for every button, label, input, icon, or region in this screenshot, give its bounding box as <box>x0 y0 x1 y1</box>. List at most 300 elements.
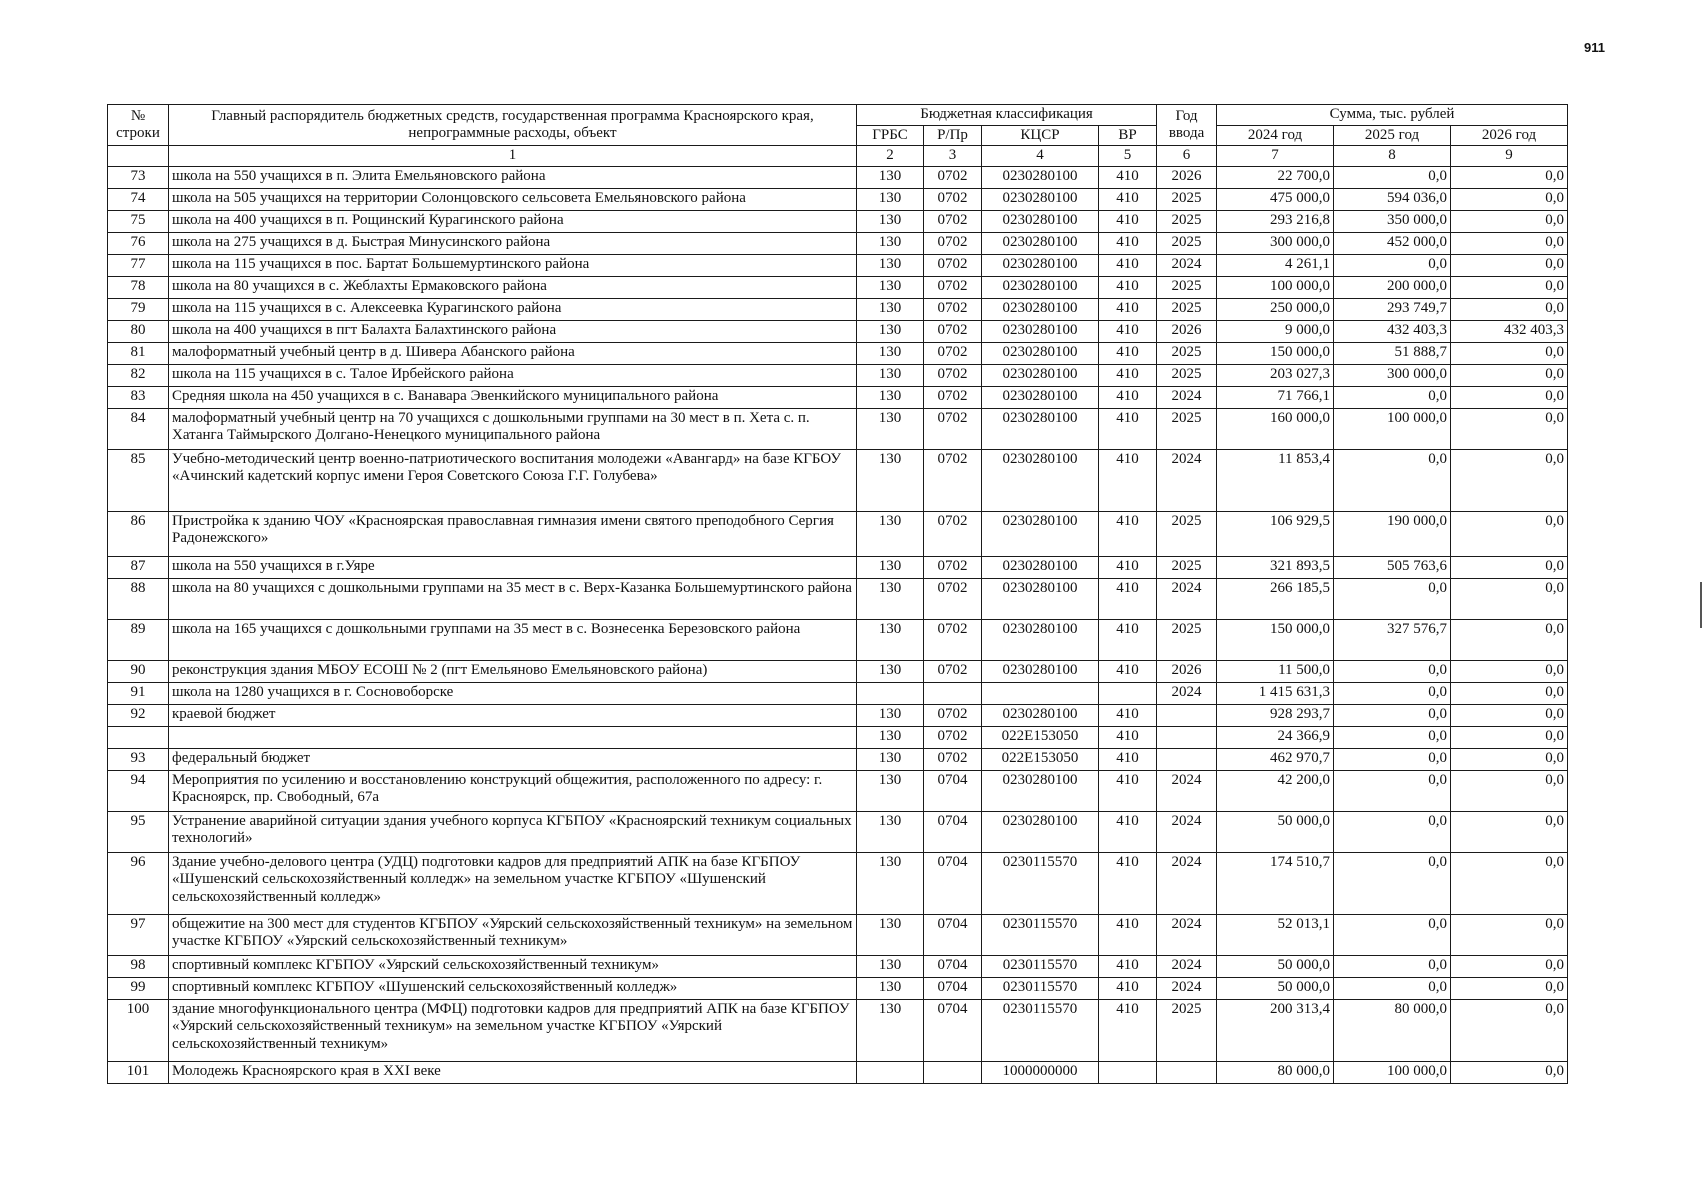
rpr-cell: 0702 <box>924 511 982 556</box>
object-name-cell: здание многофункционального центра (МФЦ) подготовки кадров для предприятий АПК на базе КГБПОУ «Уярский сельскохозяйственный техникум» на земельном участке КГБПОУ «Уярский сельскохозяйственный техникум» <box>169 999 857 1061</box>
year-cell: 2024 <box>1157 811 1217 852</box>
sum-2025-cell: 300 000,0 <box>1334 364 1451 386</box>
sum-2025-cell: 0,0 <box>1334 977 1451 999</box>
rpr-cell: 0702 <box>924 408 982 449</box>
sum-2025-cell: 505 763,6 <box>1334 556 1451 578</box>
grbs-cell: 130 <box>857 748 924 770</box>
kcsr-cell: 0230280100 <box>982 408 1099 449</box>
rpr-cell: 0702 <box>924 578 982 619</box>
grbs-cell: 130 <box>857 619 924 660</box>
grbs-cell: 130 <box>857 408 924 449</box>
kcsr-cell: 0230280100 <box>982 449 1099 511</box>
scan-edge-mark <box>1700 582 1702 628</box>
rpr-cell: 0702 <box>924 320 982 342</box>
rpr-cell: 0704 <box>924 914 982 955</box>
vr-cell <box>1099 1061 1157 1083</box>
sum-2026-cell: 0,0 <box>1451 364 1568 386</box>
object-name-cell: школа на 400 учащихся в п. Рощинский Курагинского района <box>169 210 857 232</box>
page-number: 911 <box>1584 40 1605 55</box>
table-header <box>108 105 1568 167</box>
rpr-cell: 0704 <box>924 811 982 852</box>
sum-2026-cell: 0,0 <box>1451 232 1568 254</box>
header-2024: 2024 год <box>1217 125 1334 146</box>
sum-2025-cell: 452 000,0 <box>1334 232 1451 254</box>
header-main-title: Главный распорядитель бюджетных средств, государственная программа Красноярского края, непрограммные расходы, объект <box>169 105 857 146</box>
object-name-cell <box>169 726 857 748</box>
sum-2025-cell: 0,0 <box>1334 852 1451 914</box>
vr-cell: 410 <box>1099 556 1157 578</box>
kcsr-cell: 0230280100 <box>982 770 1099 811</box>
sum-2026-cell: 0,0 <box>1451 770 1568 811</box>
row-number-cell: 97 <box>108 914 169 955</box>
sum-2026-cell: 0,0 <box>1451 619 1568 660</box>
grbs-cell: 130 <box>857 298 924 320</box>
year-cell: 2025 <box>1157 298 1217 320</box>
grbs-cell: 130 <box>857 726 924 748</box>
object-name-cell: школа на 550 учащихся в п. Элита Емельяновского района <box>169 166 857 188</box>
kcsr-cell: 0230280100 <box>982 704 1099 726</box>
grbs-cell: 130 <box>857 556 924 578</box>
object-name-cell: школа на 400 учащихся в пгт Балахта Балахтинского района <box>169 320 857 342</box>
sum-2024-cell: 174 510,7 <box>1217 852 1334 914</box>
grbs-cell: 130 <box>857 511 924 556</box>
grbs-cell <box>857 1061 924 1083</box>
sum-2024-cell: 266 185,5 <box>1217 578 1334 619</box>
year-cell <box>1157 704 1217 726</box>
object-name-cell: школа на 275 учащихся в д. Быстрая Минусинского района <box>169 232 857 254</box>
sum-2026-cell: 0,0 <box>1451 811 1568 852</box>
row-number-cell: 88 <box>108 578 169 619</box>
grbs-cell: 130 <box>857 578 924 619</box>
sum-2026-cell: 0,0 <box>1451 748 1568 770</box>
vr-cell: 410 <box>1099 748 1157 770</box>
kcsr-cell: 0230280100 <box>982 166 1099 188</box>
sum-2025-cell: 190 000,0 <box>1334 511 1451 556</box>
table-row <box>108 511 1568 556</box>
table-row <box>108 955 1568 977</box>
year-cell: 2025 <box>1157 210 1217 232</box>
sum-2026-cell: 0,0 <box>1451 1061 1568 1083</box>
table-row <box>108 320 1568 342</box>
sum-2024-cell: 1 415 631,3 <box>1217 682 1334 704</box>
kcsr-cell: 0230280100 <box>982 276 1099 298</box>
grbs-cell: 130 <box>857 977 924 999</box>
row-number-cell: 92 <box>108 704 169 726</box>
sum-2026-cell: 0,0 <box>1451 166 1568 188</box>
row-number-cell: 79 <box>108 298 169 320</box>
sum-2024-cell: 150 000,0 <box>1217 342 1334 364</box>
year-cell: 2025 <box>1157 364 1217 386</box>
row-number-cell: 95 <box>108 811 169 852</box>
sum-2025-cell: 0,0 <box>1334 811 1451 852</box>
row-number-cell: 73 <box>108 166 169 188</box>
grbs-cell: 130 <box>857 914 924 955</box>
table-row <box>108 1061 1568 1083</box>
year-cell <box>1157 726 1217 748</box>
sum-2026-cell: 0,0 <box>1451 298 1568 320</box>
vr-cell: 410 <box>1099 704 1157 726</box>
vr-cell: 410 <box>1099 210 1157 232</box>
header-2026: 2026 год <box>1451 125 1568 146</box>
object-name-cell: федеральный бюджет <box>169 748 857 770</box>
table-row <box>108 342 1568 364</box>
vr-cell: 410 <box>1099 386 1157 408</box>
vr-cell: 410 <box>1099 999 1157 1061</box>
table-row <box>108 999 1568 1061</box>
sum-2024-cell: 24 366,9 <box>1217 726 1334 748</box>
year-cell: 2025 <box>1157 619 1217 660</box>
sum-2025-cell: 100 000,0 <box>1334 1061 1451 1083</box>
grbs-cell: 130 <box>857 232 924 254</box>
kcsr-cell: 022E153050 <box>982 726 1099 748</box>
sum-2026-cell: 0,0 <box>1451 704 1568 726</box>
object-name-cell: малоформатный учебный центр в д. Шивера Абанского района <box>169 342 857 364</box>
table-row <box>108 977 1568 999</box>
sum-2026-cell: 0,0 <box>1451 660 1568 682</box>
table-row <box>108 386 1568 408</box>
row-number-cell: 75 <box>108 210 169 232</box>
sum-2026-cell: 0,0 <box>1451 955 1568 977</box>
sum-2026-cell: 0,0 <box>1451 511 1568 556</box>
row-number-cell: 86 <box>108 511 169 556</box>
sum-2025-cell: 350 000,0 <box>1334 210 1451 232</box>
kcsr-cell: 0230280100 <box>982 364 1099 386</box>
year-cell: 2024 <box>1157 578 1217 619</box>
sum-2025-cell: 594 036,0 <box>1334 188 1451 210</box>
column-number-cell: 6 <box>1157 146 1217 167</box>
sum-2025-cell: 0,0 <box>1334 166 1451 188</box>
sum-2026-cell: 0,0 <box>1451 977 1568 999</box>
object-name-cell: Пристройка к зданию ЧОУ «Красноярская православная гимназия имени святого преподобного Сергия Радонежского» <box>169 511 857 556</box>
kcsr-cell: 0230280100 <box>982 619 1099 660</box>
rpr-cell <box>924 1061 982 1083</box>
row-number-cell: 80 <box>108 320 169 342</box>
rpr-cell: 0704 <box>924 955 982 977</box>
rpr-cell: 0702 <box>924 660 982 682</box>
vr-cell: 410 <box>1099 166 1157 188</box>
rpr-cell: 0702 <box>924 188 982 210</box>
object-name-cell: школа на 1280 учащихся в г. Сосновоборске <box>169 682 857 704</box>
row-number-cell: 94 <box>108 770 169 811</box>
vr-cell: 410 <box>1099 955 1157 977</box>
sum-2025-cell: 0,0 <box>1334 748 1451 770</box>
sum-2025-cell: 0,0 <box>1334 704 1451 726</box>
kcsr-cell: 022E153050 <box>982 748 1099 770</box>
column-number-cell: 7 <box>1217 146 1334 167</box>
table-row <box>108 276 1568 298</box>
kcsr-cell: 0230280100 <box>982 232 1099 254</box>
header-2025: 2025 год <box>1334 125 1451 146</box>
object-name-cell: Молодежь Красноярского края в XXI веке <box>169 1061 857 1083</box>
sum-2026-cell: 0,0 <box>1451 276 1568 298</box>
table-row <box>108 166 1568 188</box>
object-name-cell: малоформатный учебный центр на 70 учащихся с дошкольными группами на 30 мест в п. Хета с. п. Хатанга Таймырского Долгано-Ненецкого муниципального района <box>169 408 857 449</box>
kcsr-cell: 0230280100 <box>982 556 1099 578</box>
row-number-cell: 91 <box>108 682 169 704</box>
sum-2026-cell: 0,0 <box>1451 556 1568 578</box>
sum-2024-cell: 106 929,5 <box>1217 511 1334 556</box>
row-number-cell: 76 <box>108 232 169 254</box>
column-number-cell: 3 <box>924 146 982 167</box>
sum-2026-cell: 0,0 <box>1451 726 1568 748</box>
sum-2025-cell: 432 403,3 <box>1334 320 1451 342</box>
sum-2026-cell: 432 403,3 <box>1451 320 1568 342</box>
rpr-cell: 0702 <box>924 210 982 232</box>
row-number-cell: 82 <box>108 364 169 386</box>
row-number-cell: 77 <box>108 254 169 276</box>
row-number-cell: 93 <box>108 748 169 770</box>
object-name-cell: школа на 550 учащихся в г.Уяре <box>169 556 857 578</box>
sum-2024-cell: 52 013,1 <box>1217 914 1334 955</box>
row-number-cell: 81 <box>108 342 169 364</box>
year-cell: 2025 <box>1157 999 1217 1061</box>
object-name-cell: школа на 80 учащихся с дошкольными группами на 35 мест в с. Верх-Казанка Большемуртинского района <box>169 578 857 619</box>
sum-2025-cell: 51 888,7 <box>1334 342 1451 364</box>
vr-cell: 410 <box>1099 342 1157 364</box>
sum-2026-cell: 0,0 <box>1451 578 1568 619</box>
grbs-cell: 130 <box>857 188 924 210</box>
table-row <box>108 298 1568 320</box>
year-cell <box>1157 748 1217 770</box>
grbs-cell: 130 <box>857 852 924 914</box>
row-number-cell: 78 <box>108 276 169 298</box>
sum-2025-cell: 0,0 <box>1334 660 1451 682</box>
column-number-cell <box>108 146 169 167</box>
row-number-cell: 84 <box>108 408 169 449</box>
vr-cell: 410 <box>1099 320 1157 342</box>
kcsr-cell: 0230280100 <box>982 188 1099 210</box>
sum-2025-cell: 80 000,0 <box>1334 999 1451 1061</box>
column-number-cell: 5 <box>1099 146 1157 167</box>
rpr-cell: 0704 <box>924 999 982 1061</box>
vr-cell: 410 <box>1099 276 1157 298</box>
row-number-cell: 87 <box>108 556 169 578</box>
table-row <box>108 726 1568 748</box>
kcsr-cell <box>982 682 1099 704</box>
rpr-cell: 0702 <box>924 704 982 726</box>
year-cell: 2026 <box>1157 320 1217 342</box>
row-number-cell: 101 <box>108 1061 169 1083</box>
vr-cell: 410 <box>1099 619 1157 660</box>
column-number-cell: 2 <box>857 146 924 167</box>
table-row <box>108 852 1568 914</box>
object-name-cell: спортивный комплекс КГБПОУ «Уярский сельскохозяйственный техникум» <box>169 955 857 977</box>
vr-cell: 410 <box>1099 298 1157 320</box>
row-number-cell: 85 <box>108 449 169 511</box>
sum-2025-cell: 293 749,7 <box>1334 298 1451 320</box>
sum-2024-cell: 50 000,0 <box>1217 811 1334 852</box>
header-row-number: № строки <box>108 105 169 146</box>
kcsr-cell: 0230115570 <box>982 999 1099 1061</box>
sum-2024-cell: 200 313,4 <box>1217 999 1334 1061</box>
header-grbs: ГРБС <box>857 125 924 146</box>
vr-cell: 410 <box>1099 977 1157 999</box>
rpr-cell: 0702 <box>924 386 982 408</box>
sum-2026-cell: 0,0 <box>1451 210 1568 232</box>
year-cell: 2024 <box>1157 852 1217 914</box>
rpr-cell: 0702 <box>924 254 982 276</box>
grbs-cell: 130 <box>857 449 924 511</box>
kcsr-cell: 0230280100 <box>982 578 1099 619</box>
row-number-cell: 83 <box>108 386 169 408</box>
year-cell: 2025 <box>1157 188 1217 210</box>
column-number-cell: 9 <box>1451 146 1568 167</box>
table-row <box>108 254 1568 276</box>
table-row <box>108 556 1568 578</box>
sum-2024-cell: 203 027,3 <box>1217 364 1334 386</box>
sum-2025-cell: 0,0 <box>1334 914 1451 955</box>
object-name-cell: школа на 115 учащихся в с. Алексеевка Курагинского района <box>169 298 857 320</box>
object-name-cell: Здание учебно-делового центра (УДЦ) подготовки кадров для предприятий АПК на базе КГБПОУ «Шушенский сельскохозяйственный колледж» на земельном участке КГБПОУ «Шушенский сельскохозяйственный колледж» <box>169 852 857 914</box>
row-number-cell <box>108 726 169 748</box>
sum-2025-cell: 327 576,7 <box>1334 619 1451 660</box>
sum-2024-cell: 475 000,0 <box>1217 188 1334 210</box>
sum-2026-cell: 0,0 <box>1451 342 1568 364</box>
year-cell: 2025 <box>1157 342 1217 364</box>
sum-2025-cell: 100 000,0 <box>1334 408 1451 449</box>
rpr-cell: 0702 <box>924 556 982 578</box>
rpr-cell: 0704 <box>924 852 982 914</box>
object-name-cell: школа на 165 учащихся с дошкольными группами на 35 мест в с. Вознесенка Березовского района <box>169 619 857 660</box>
grbs-cell: 130 <box>857 254 924 276</box>
table-row <box>108 619 1568 660</box>
sum-2026-cell: 0,0 <box>1451 408 1568 449</box>
sum-2025-cell: 0,0 <box>1334 682 1451 704</box>
kcsr-cell: 0230280100 <box>982 660 1099 682</box>
object-name-cell: школа на 115 учащихся в с. Талое Ирбейского района <box>169 364 857 386</box>
sum-2025-cell: 200 000,0 <box>1334 276 1451 298</box>
year-cell: 2024 <box>1157 770 1217 811</box>
table-row <box>108 682 1568 704</box>
kcsr-cell: 0230115570 <box>982 977 1099 999</box>
object-name-cell: Средняя школа на 450 учащихся в с. Ванавара Эвенкийского муниципального района <box>169 386 857 408</box>
sum-2025-cell: 0,0 <box>1334 386 1451 408</box>
year-cell: 2025 <box>1157 408 1217 449</box>
rpr-cell: 0702 <box>924 276 982 298</box>
row-number-cell: 99 <box>108 977 169 999</box>
rpr-cell <box>924 682 982 704</box>
header-kcsr: КЦСР <box>982 125 1099 146</box>
table-row <box>108 408 1568 449</box>
sum-2024-cell: 150 000,0 <box>1217 619 1334 660</box>
kcsr-cell: 0230280100 <box>982 342 1099 364</box>
column-number-cell: 4 <box>982 146 1099 167</box>
sum-2024-cell: 71 766,1 <box>1217 386 1334 408</box>
kcsr-cell: 0230280100 <box>982 298 1099 320</box>
rpr-cell: 0702 <box>924 726 982 748</box>
rpr-cell: 0702 <box>924 298 982 320</box>
object-name-cell: реконструкция здания МБОУ ЕСОШ № 2 (пгт Емельяново Емельяновского района) <box>169 660 857 682</box>
grbs-cell: 130 <box>857 320 924 342</box>
budget-table <box>107 104 1568 1084</box>
sum-2024-cell: 50 000,0 <box>1217 977 1334 999</box>
year-cell: 2024 <box>1157 386 1217 408</box>
sum-2025-cell: 0,0 <box>1334 578 1451 619</box>
year-cell: 2024 <box>1157 449 1217 511</box>
kcsr-cell: 1000000000 <box>982 1061 1099 1083</box>
vr-cell: 410 <box>1099 770 1157 811</box>
grbs-cell: 130 <box>857 386 924 408</box>
sum-2026-cell: 0,0 <box>1451 254 1568 276</box>
vr-cell: 410 <box>1099 408 1157 449</box>
sum-2026-cell: 0,0 <box>1451 682 1568 704</box>
rpr-cell: 0702 <box>924 449 982 511</box>
row-number-cell: 90 <box>108 660 169 682</box>
table-row <box>108 748 1568 770</box>
vr-cell: 410 <box>1099 811 1157 852</box>
sum-2026-cell: 0,0 <box>1451 914 1568 955</box>
row-number-cell: 74 <box>108 188 169 210</box>
year-cell: 2025 <box>1157 556 1217 578</box>
grbs-cell: 130 <box>857 342 924 364</box>
table-row <box>108 449 1568 511</box>
grbs-cell <box>857 682 924 704</box>
kcsr-cell: 0230115570 <box>982 852 1099 914</box>
sum-2026-cell: 0,0 <box>1451 386 1568 408</box>
object-name-cell: школа на 80 учащихся в с. Жеблахты Ермаковского района <box>169 276 857 298</box>
sum-2024-cell: 928 293,7 <box>1217 704 1334 726</box>
sum-2024-cell: 9 000,0 <box>1217 320 1334 342</box>
vr-cell: 410 <box>1099 578 1157 619</box>
kcsr-cell: 0230280100 <box>982 511 1099 556</box>
sum-2024-cell: 22 700,0 <box>1217 166 1334 188</box>
vr-cell: 410 <box>1099 188 1157 210</box>
object-name-cell: Учебно-методический центр военно-патриотического воспитания молодежи «Авангард» на базе КГБОУ «Ачинский кадетский корпус имени Героя Советского Союза Г.Г. Голубева» <box>169 449 857 511</box>
sum-2024-cell: 321 893,5 <box>1217 556 1334 578</box>
sum-2025-cell: 0,0 <box>1334 726 1451 748</box>
object-name-cell: Устранение аварийной ситуации здания учебного корпуса КГБПОУ «Красноярский техникум социальных технологий» <box>169 811 857 852</box>
sum-2024-cell: 80 000,0 <box>1217 1061 1334 1083</box>
rpr-cell: 0704 <box>924 977 982 999</box>
table-row <box>108 578 1568 619</box>
rpr-cell: 0702 <box>924 232 982 254</box>
vr-cell: 410 <box>1099 364 1157 386</box>
column-number-row <box>108 146 1568 167</box>
header-year-of-commissioning: Год ввода <box>1157 105 1217 146</box>
rpr-cell: 0702 <box>924 619 982 660</box>
year-cell: 2024 <box>1157 682 1217 704</box>
column-number-cell: 1 <box>169 146 857 167</box>
table-row <box>108 188 1568 210</box>
grbs-cell: 130 <box>857 770 924 811</box>
year-cell: 2024 <box>1157 955 1217 977</box>
vr-cell: 410 <box>1099 254 1157 276</box>
grbs-cell: 130 <box>857 704 924 726</box>
grbs-cell: 130 <box>857 999 924 1061</box>
row-number-cell: 96 <box>108 852 169 914</box>
grbs-cell: 130 <box>857 660 924 682</box>
vr-cell: 410 <box>1099 232 1157 254</box>
sum-2025-cell: 0,0 <box>1334 955 1451 977</box>
vr-cell: 410 <box>1099 852 1157 914</box>
object-name-cell: Мероприятия по усилению и восстановлению конструкций общежития, расположенного по адресу: г. Красноярск, пр. Свободный, 67а <box>169 770 857 811</box>
kcsr-cell: 0230115570 <box>982 955 1099 977</box>
header-rpr: Р/Пр <box>924 125 982 146</box>
kcsr-cell: 0230280100 <box>982 811 1099 852</box>
kcsr-cell: 0230115570 <box>982 914 1099 955</box>
sum-2025-cell: 0,0 <box>1334 449 1451 511</box>
grbs-cell: 130 <box>857 811 924 852</box>
rpr-cell: 0702 <box>924 342 982 364</box>
table-row <box>108 914 1568 955</box>
sum-2024-cell: 250 000,0 <box>1217 298 1334 320</box>
sum-2026-cell: 0,0 <box>1451 852 1568 914</box>
sum-2024-cell: 293 216,8 <box>1217 210 1334 232</box>
header-budget-classification: Бюджетная классификация <box>857 105 1157 126</box>
header-vr: ВР <box>1099 125 1157 146</box>
rpr-cell: 0704 <box>924 770 982 811</box>
row-number-cell: 89 <box>108 619 169 660</box>
